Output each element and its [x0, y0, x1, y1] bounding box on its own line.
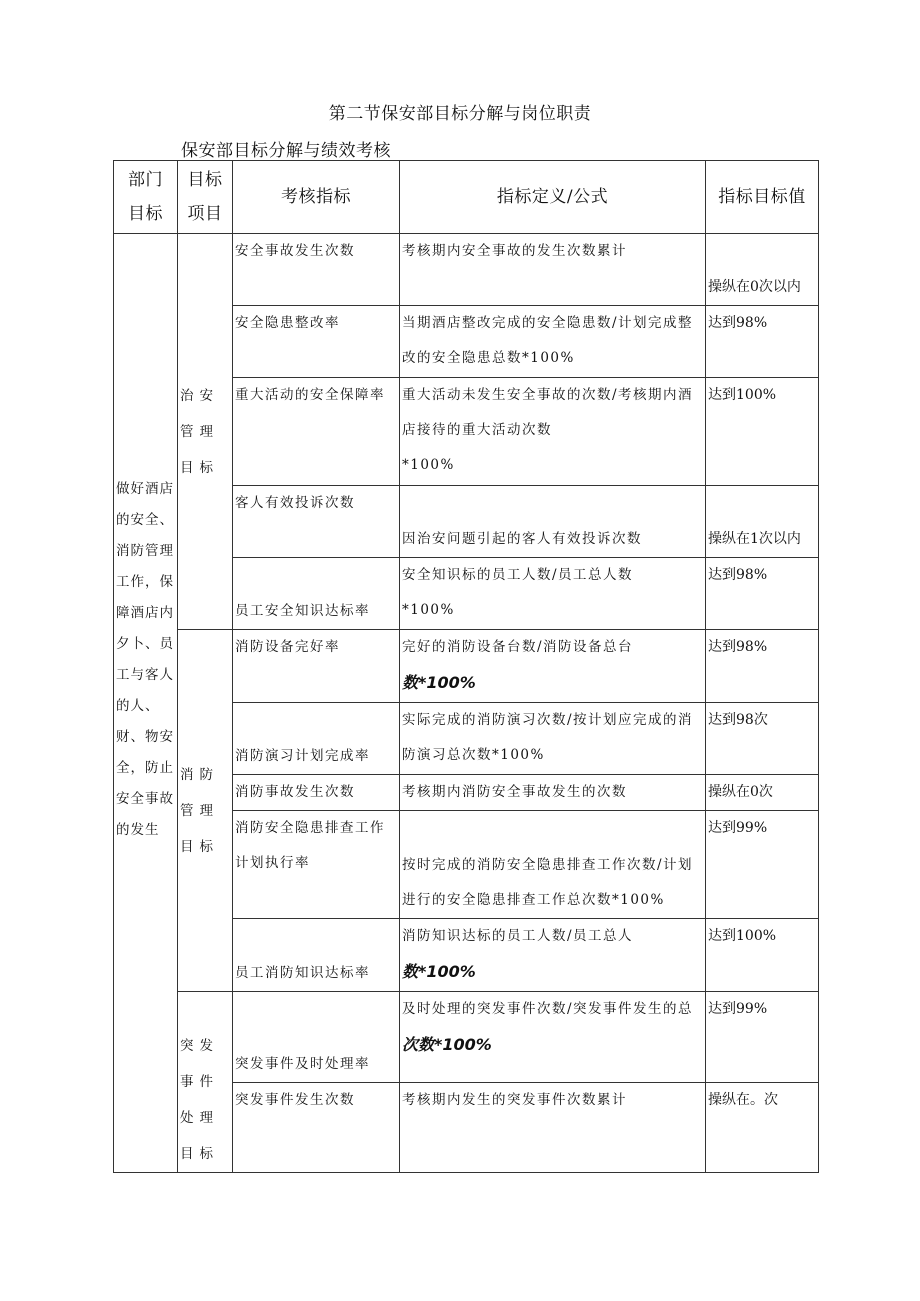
definition-cell: 实际完成的消防演习次数/按计划应完成的消防演习总次数*100%: [400, 703, 706, 775]
table-row: [114, 234, 819, 306]
definition-cell: 当期酒店整改完成的安全隐患数/计划完成整改的安全隐患总数*100%: [400, 306, 706, 378]
indicator-cell: 消防事故发生次数: [233, 775, 400, 811]
indicator-cell: 消防设备完好率: [233, 630, 400, 703]
target-cell: 达到98%: [706, 558, 819, 630]
table-row: [114, 992, 819, 1083]
definition-cell: 按时完成的消防安全隐患排查工作次数/计划进行的安全隐患排查工作总次数*100%: [400, 811, 706, 919]
category-emergency: 突发事件处理目标: [178, 992, 233, 1173]
definition-cell: [400, 630, 706, 703]
definition-tail: *100%: [402, 457, 455, 473]
definition-text: 消防知识达标的员工人数/员工总人: [402, 928, 634, 944]
target-cell: 达到100%: [706, 919, 819, 992]
target-cell: 操纵在1次以内: [706, 486, 819, 558]
table-header-row: [114, 161, 819, 234]
indicator-cell: 重大活动的安全保障率: [233, 378, 400, 486]
header-indicator: 考核指标: [233, 161, 400, 234]
target-cell: 操纵在0次: [706, 775, 819, 811]
indicator-cell: 安全事故发生次数: [233, 234, 400, 306]
header-target-value: 指标目标值: [706, 161, 819, 234]
definition-cell: 考核期内消防安全事故发生的次数: [400, 775, 706, 811]
target-cell: 操纵在0次以内: [706, 234, 819, 306]
header-dept-goal: 部门 目标: [114, 161, 178, 234]
header-definition: 指标定义/公式: [400, 161, 706, 234]
category-security: 治安管理目标: [178, 234, 233, 630]
indicator-cell: 员工消防知识达标率: [233, 919, 400, 992]
definition-cell: 考核期内发生的突发事件次数累计: [400, 1083, 706, 1173]
indicator-cell: 突发事件发生次数: [233, 1083, 400, 1173]
table-row: [114, 630, 819, 703]
definition-tail: 次数*100%: [402, 1035, 492, 1054]
page-title: 第二节保安部目标分解与岗位职责: [328, 104, 592, 124]
definition-tail: *100%: [402, 602, 455, 618]
indicator-cell: 消防安全隐患排查工作计划执行率: [233, 811, 400, 919]
target-cell: 达到99%: [706, 811, 819, 919]
definition-text: 完好的消防设备台数/消防设备总台: [402, 639, 634, 655]
target-cell: 达到98%: [706, 630, 819, 703]
target-cell: 达到99%: [706, 992, 819, 1083]
category-fire: 消防管理目标: [178, 630, 233, 992]
definition-tail: 数*100%: [402, 962, 476, 981]
indicator-cell: 员工安全知识达标率: [233, 558, 400, 630]
definition-cell: [400, 558, 706, 630]
indicator-cell: 安全隐患整改率: [233, 306, 400, 378]
department-goal-cell: 做好酒店的安全、消防管理工作，保障酒店内夕卜、员工与客人的人、财、物安全，防止安全事故的发生: [114, 234, 178, 1173]
definition-text: 安全知识标的员工人数/员工总人数: [402, 567, 634, 583]
target-cell: 达到100%: [706, 378, 819, 486]
definition-tail: 数*100%: [402, 673, 476, 692]
definition-text: 重大活动未发生安全事故的次数/考核期内酒店接待的重大活动次数: [402, 387, 694, 438]
definition-cell: [400, 992, 706, 1083]
target-cell: 达到98%: [706, 306, 819, 378]
definition-cell: [400, 919, 706, 992]
kpi-table: [113, 160, 819, 1173]
header-target-item: 目标 项目: [178, 161, 233, 234]
definition-cell: [400, 378, 706, 486]
table-title: 保安部目标分解与绩效考核: [181, 141, 391, 161]
target-cell: 操纵在。次: [706, 1083, 819, 1173]
indicator-cell: 客人有效投诉次数: [233, 486, 400, 558]
indicator-cell: 突发事件及时处理率: [233, 992, 400, 1083]
definition-text: 及时处理的突发事件次数/突发事件发生的总: [402, 1001, 694, 1017]
definition-cell: 因治安问题引起的客人有效投诉次数: [400, 486, 706, 558]
target-cell: 达到98次: [706, 703, 819, 775]
definition-cell: 考核期内安全事故的发生次数累计: [400, 234, 706, 306]
indicator-cell: 消防演习计划完成率: [233, 703, 400, 775]
